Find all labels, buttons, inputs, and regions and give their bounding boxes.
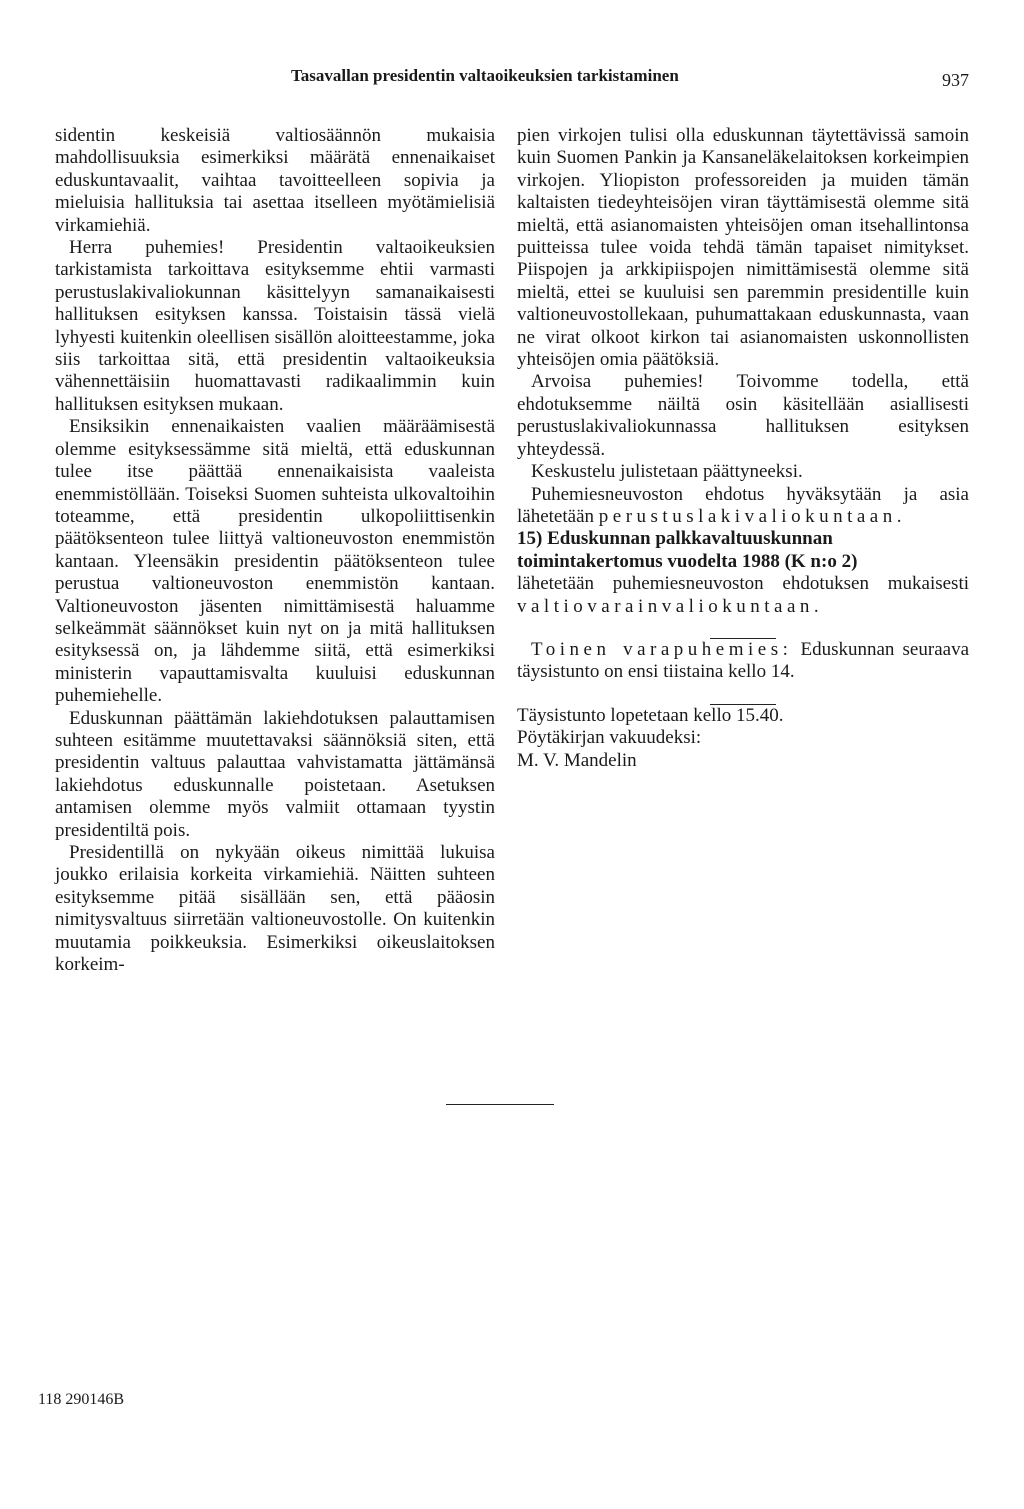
discussion-closed-line: Keskustelu julistetaan päättyneeksi. [531, 461, 803, 483]
right-column [517, 125, 969, 772]
speaker-statement: Eduskunnan seuraava täysistunto on ensi tiistaina kello 14. [517, 638, 969, 683]
page-number: 937 [942, 70, 969, 90]
committee-name: perustuslakivaliokuntaan. [598, 505, 906, 527]
speaker-role: Toinen varapuhemies: [531, 638, 793, 660]
speaker-paragraph [517, 639, 969, 684]
committee-name: valtiovarainvaliokuntaan. [517, 595, 824, 617]
paragraph: Arvoisa puhemies! Toivomme todella, että ehdotuksemme näiltä osin käsitellään asiallisesti perustuslakivaliokunnassa hallituksen esityksen yhteydessä. [517, 371, 969, 460]
paragraph: Presidentillä on nykyään oikeus nimittää lukuisa joukko erilaisia korkeita virkamiehiä. Näitten suhteen esityksemme pitää sisällään sen, että pääosin nimitysvaltuus siirretään valtioneuvostolle. On kuitenkin muutamia poikkeuksia. Esimerkiksi oikeuslaitoksen korkeim- [55, 842, 495, 976]
paragraph: pien virkojen tulisi olla eduskunnan täytettävissä samoin kuin Suomen Pankin ja Kansaneläkelaitoksen korkeimpien virkojen. Yliopiston professoreiden ja muiden tämän kaltaisten tiedeyhteisöjen viran täyttämisestä olemme sitä mieltä, että asianomaisten yhteisöjen oman itsehallintonsa puitteissa tulee voida tehdä tämän tapaiset nimitykset. Piispojen ja arkkipiispojen nimittämisestä olemme sitä mieltä, ettei se kuuluisi sen paremmin presidentille kuin valtioneuvostollekaan, puhumattakaan eduskunnasta, vaan ne virat olkoot kirkon tai asianomaisten uskonnollisten yhteisöjen omia päätöksiä. [517, 125, 969, 371]
paragraph: Eduskunnan päättämän lakiehdotuksen palauttamisen suhteen esitämme muutettavaksi säännöksiä siten, että presidentin valtuus palauttaa vahvistamatta jättämänsä lakiehdotus eduskunnalle poistetaan. Asetuksen antamisen olemme myös valmiit ottamaan tyystin presidentiltä pois. [55, 707, 495, 841]
referral-text: lähetetään puhemiesneuvoston ehdotuksen mukaisesti [517, 573, 969, 595]
page-end-divider [446, 1104, 554, 1105]
print-code: 118 290146B [38, 1391, 125, 1408]
minutes-attestation-label: Pöytäkirjan vakuudeksi: [517, 727, 702, 749]
running-title: Tasavallan presidentin valtaoikeuksien tarkistaminen [291, 66, 679, 85]
paragraph: Ensiksikin ennenaikaisten vaalien määräämisestä olemme esityksessämme sitä mieltä, että eduskunnan tulee itse päättää ennenaikaisista vaaleista enemmistöllään. Toiseksi Suomen suhteista ulkovaltoihin toteamme, että presidentin ulkopoliittisenkin päätöksenteon tulee liittyä valtioneuvoston enemmistön kantaan. Yleensäkin presidentin päätöksenteon tulee perustua valtioneuvoston enemmistön kantaan. Valtioneuvoston jäsenten nimittämisestä haluamme selkeämmät säännökset kuin nyt on ja mitä hallituksen esityksessä on, ja lähdemme siitä, että esimerkiksi ministerin vapauttamisvalta kuuluisi eduskunnan puhemiehelle. [55, 416, 495, 707]
paragraph: Herra puhemies! Presidentin valtaoikeuksien tarkistamista tarkoittava esityksemme ehtii varmasti perustuslakivaliokunnan käsittelyyn samanaikaisesti hallituksen esityksen kanssa. Toistaisin tässä vielä lyhyesti kuitenkin oleellisen sisällön aloitteestamme, joka siis tarkoittaa sitä, että presidentin valtaoikeuksia vähennettäisiin huomattavasti radikaalimmin kuin hallituksen esityksen mukaan. [55, 237, 495, 415]
paragraph: sidentin keskeisiä valtiosäännön mukaisia mahdollisuuksia esimerkiksi määrätä ennenaikaiset eduskuntavaalit, vaihtaa tavoitteelleen sopivia ja mieluisia hallituksia tai asettaa itselleen myötämielisiä virkamiehiä. [55, 125, 495, 236]
signatory-name: M. V. Mandelin [517, 749, 637, 771]
referral-paragraph [517, 573, 969, 618]
session-adjourned-line: Täysistunto lopetetaan kello 15.40. [517, 704, 784, 726]
left-column [55, 125, 495, 976]
decision-paragraph [517, 484, 969, 529]
decision-text: Puhemiesneuvoston ehdotus hyväksytään ja asia lähetetään [517, 483, 969, 527]
agenda-item-heading: 15) Eduskunnan palkkavaltuuskunnan toimintakertomus vuodelta 1988 (K n:o 2) [517, 528, 858, 572]
